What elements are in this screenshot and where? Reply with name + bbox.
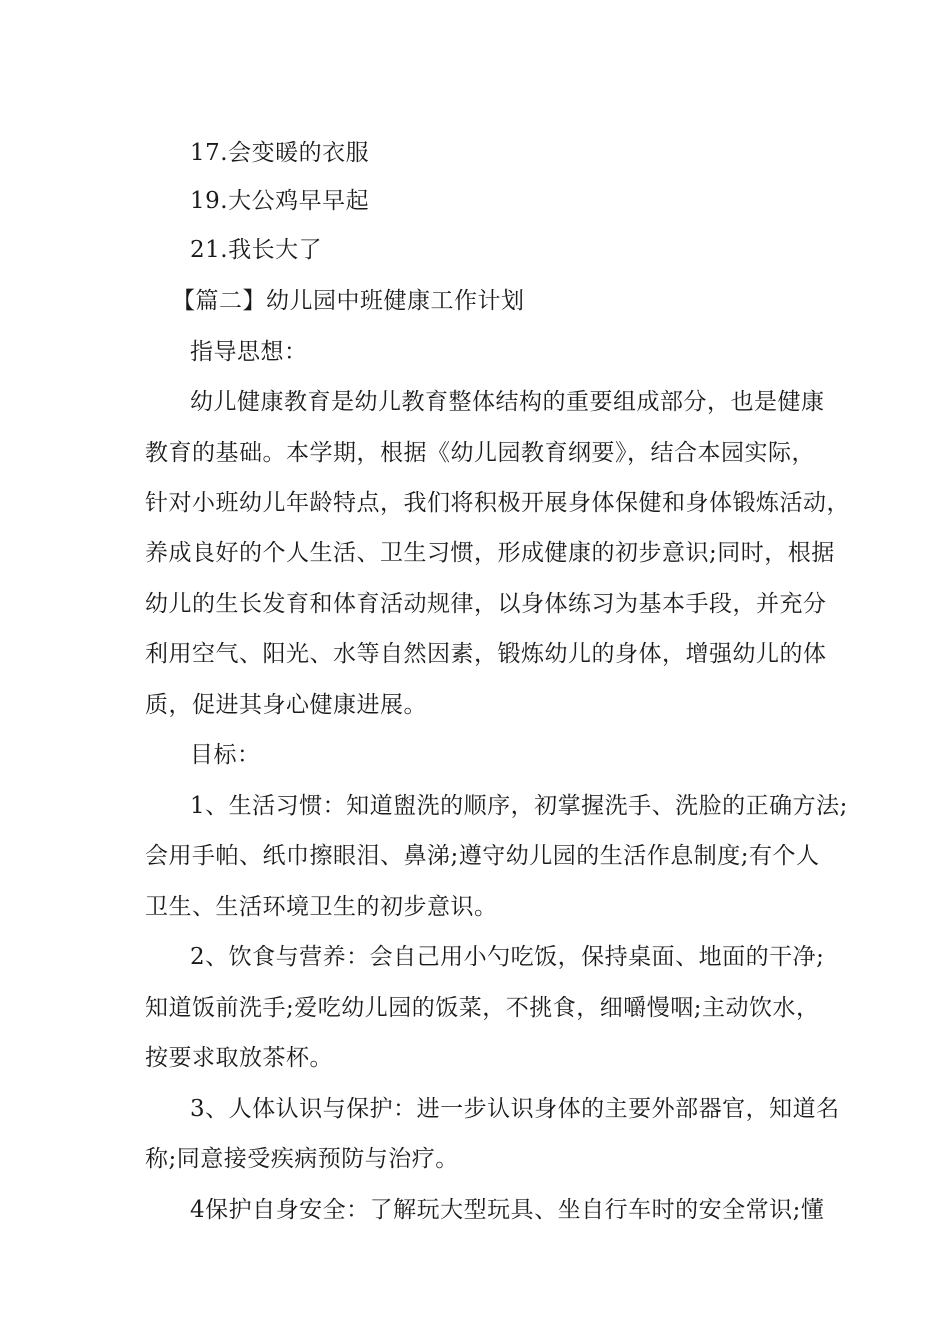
goal-line: 1、生活习惯：知道盥洗的顺序，初掌握洗手、洗脸的正确方法; xyxy=(190,793,848,819)
list-item-17: 17.会变暖的衣服 xyxy=(190,140,370,166)
goal-line: 按要求取放茶杯。 xyxy=(145,1045,333,1071)
list-item-19: 19.大公鸡早早起 xyxy=(190,188,370,214)
paragraph-line: 质，促进其身心健康进展。 xyxy=(145,692,427,718)
subheading-goals: 目标： xyxy=(190,742,261,768)
paragraph-line: 利用空气、阳光、水等自然因素，锻炼幼儿的身体，增强幼儿的体 xyxy=(145,641,827,667)
goal-line: 称;同意接受疾病预防与治疗。 xyxy=(145,1146,459,1172)
list-item-21: 21.我长大了 xyxy=(190,237,323,263)
goal-line: 会用手帕、纸巾擦眼泪、鼻涕;遵守幼儿园的生活作息制度;有个人 xyxy=(145,843,820,869)
goal-line: 2、饮食与营养：会自己用小勺吃饭，保持桌面、地面的干净; xyxy=(190,944,825,970)
goal-line: 3、人体认识与保护：进一步认识身体的主要外部器官，知道名 xyxy=(190,1096,840,1122)
paragraph-line: 教育的基础。本学期，根据《幼儿园教育纲要》，结合本园实际， xyxy=(145,440,815,466)
goal-line: 知道饭前洗手;爱吃幼儿园的饭菜，不挑食，细嚼慢咽;主动饮水， xyxy=(145,995,820,1021)
paragraph-line: 幼儿的生长发育和体育活动规律，以身体练习为基本手段，并充分 xyxy=(145,591,827,617)
subheading-guiding-thought: 指导思想： xyxy=(190,339,308,365)
paragraph-line: 针对小班幼儿年龄特点，我们将积极开展身体保健和身体锻炼活动， xyxy=(145,490,850,516)
paragraph-line: 幼儿健康教育是幼儿教育整体结构的重要组成部分，也是健康 xyxy=(190,389,825,415)
paragraph-line: 养成良好的个人生活、卫生习惯，形成健康的初步意识;同时，根据 xyxy=(145,540,835,566)
goal-line: 4保护自身安全：了解玩大型玩具、坐自行车时的安全常识;懂 xyxy=(190,1197,825,1223)
section-heading: 【篇二】幼儿园中班健康工作计划 xyxy=(172,288,525,314)
goal-line: 卫生、生活环境卫生的初步意识。 xyxy=(145,894,498,920)
